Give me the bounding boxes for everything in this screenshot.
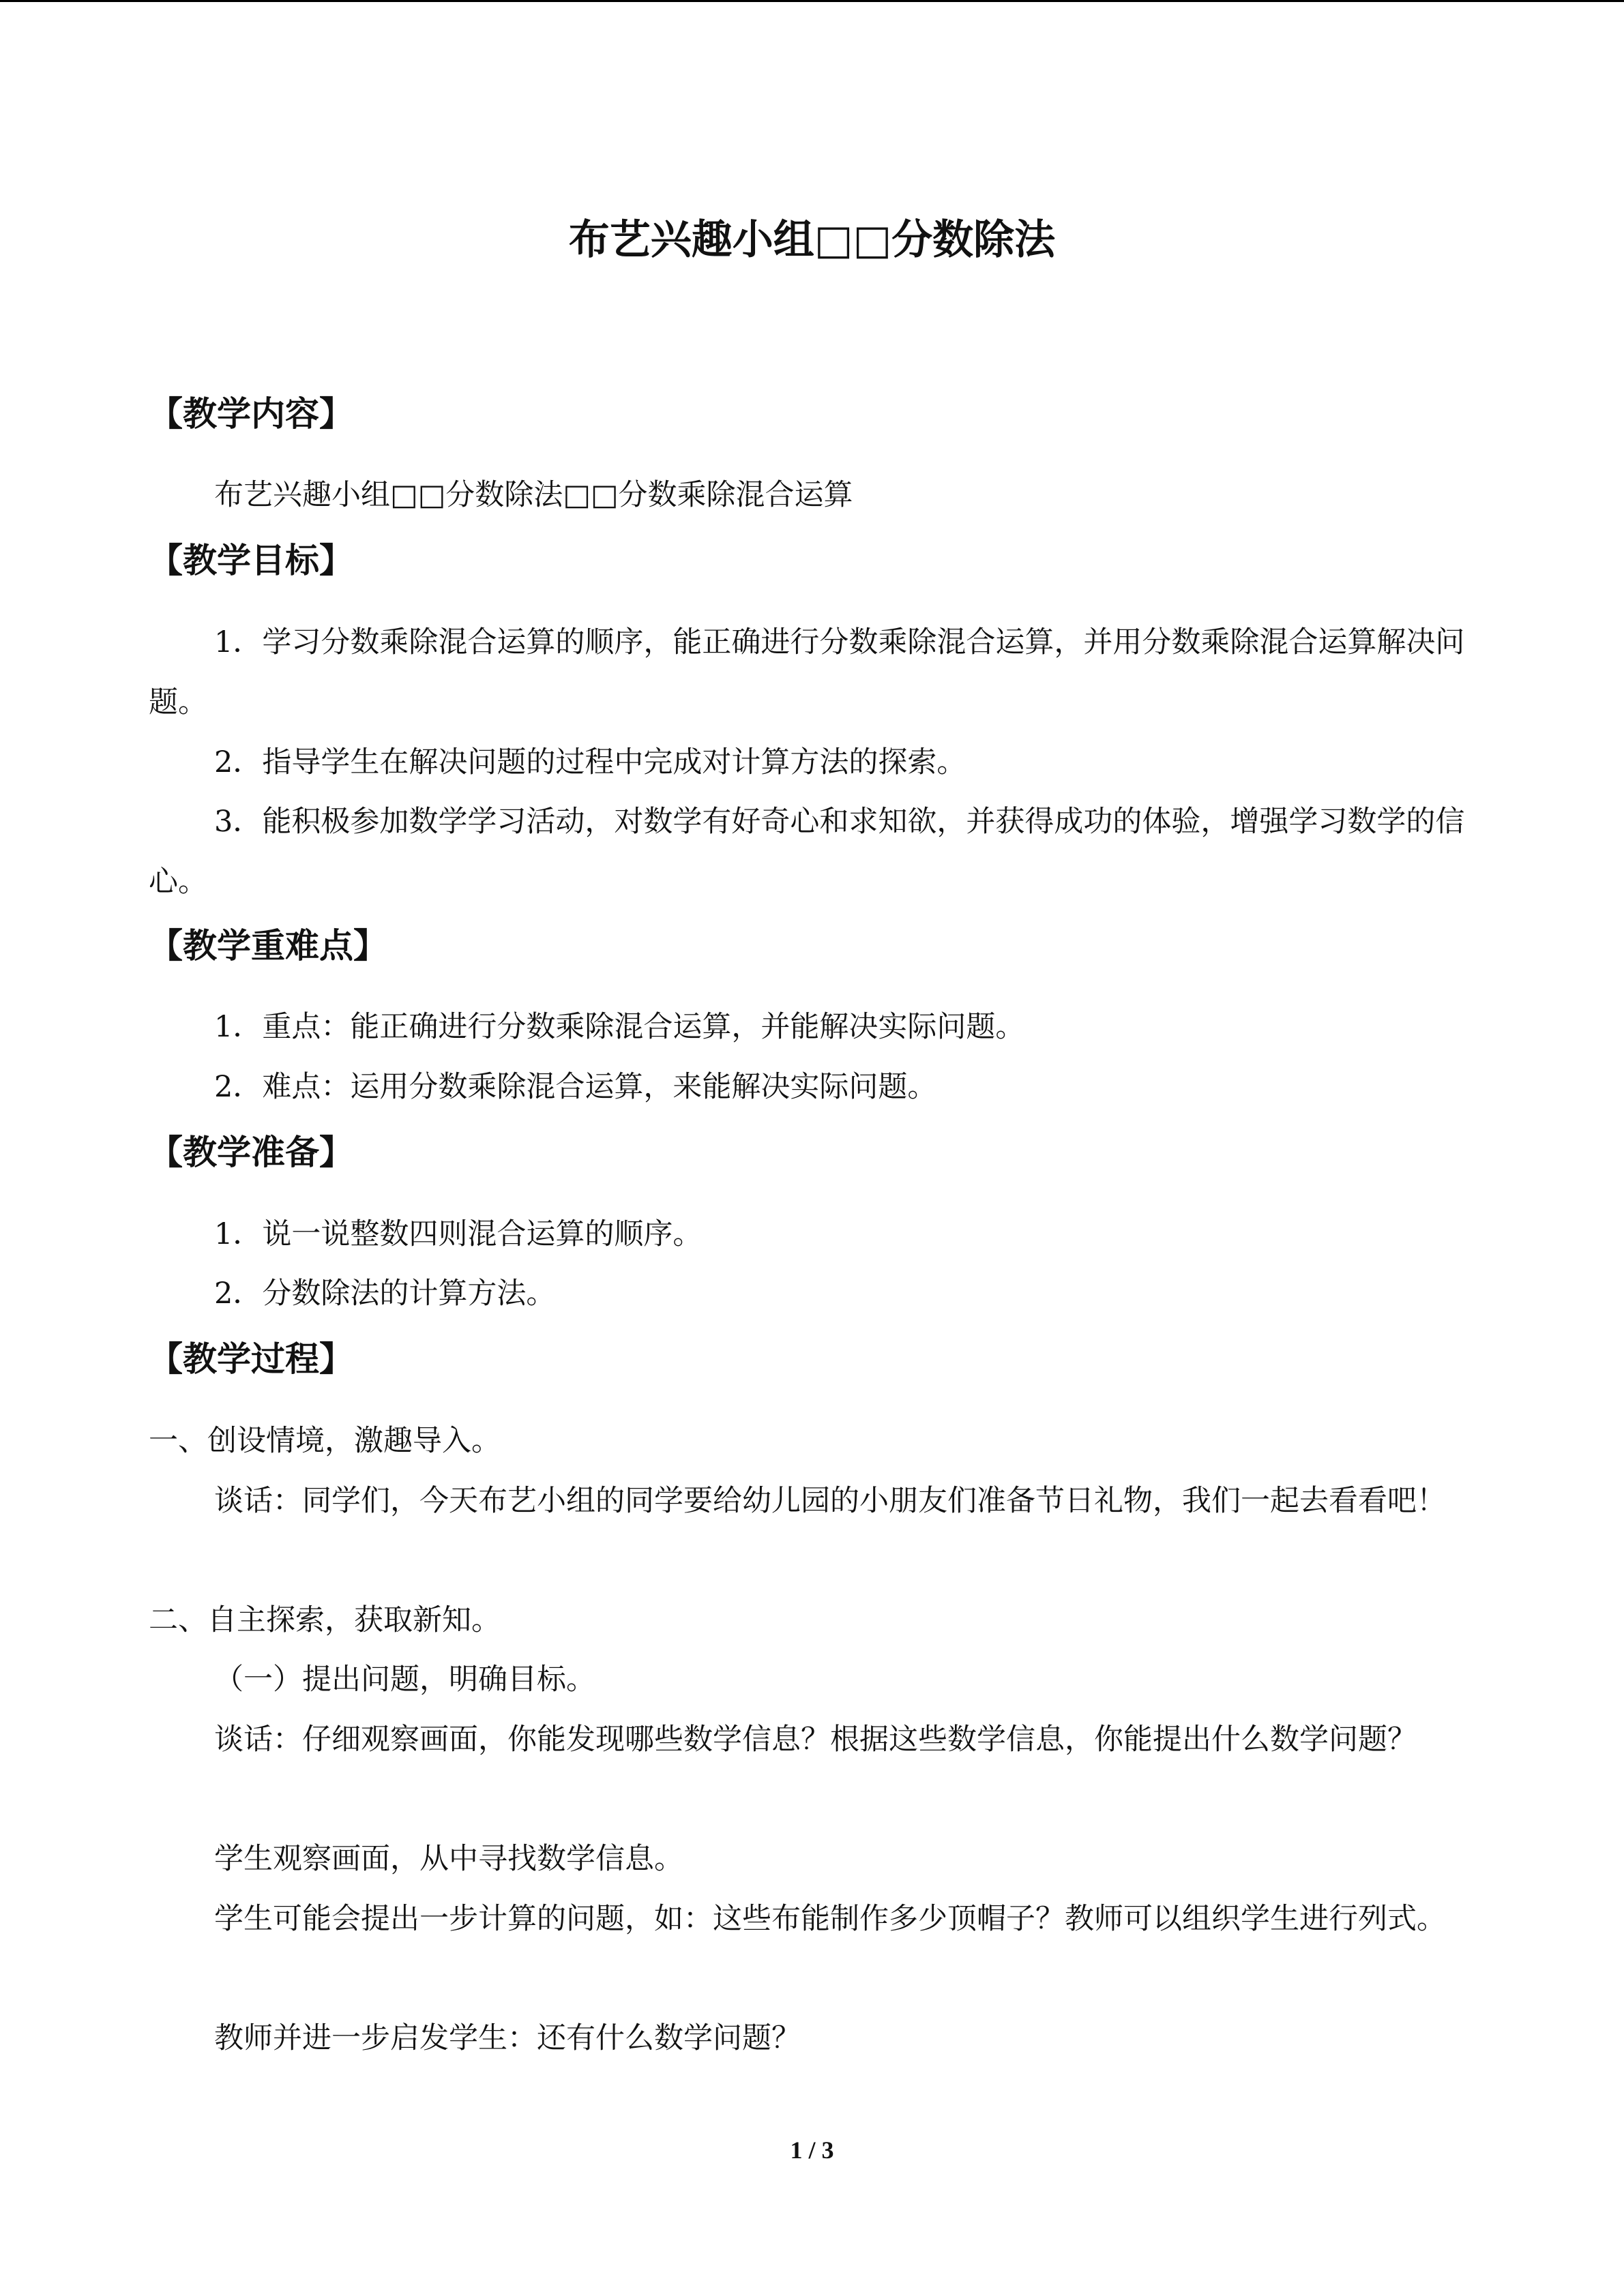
process-paragraph-7: 学生可能会提出一步计算的问题，如：这些布能制作多少顶帽子？教师可以组织学生进行列式。 — [214, 1902, 1446, 1936]
goal-item-3: 3．能积极参加数学学习活动，对数学有好奇心和求知欲，并获得成功的体验，增强学习数学的信心。 — [149, 805, 1465, 899]
preparation-item-1: 1．说一说整数四则混合运算的顺序。 — [214, 1217, 703, 1251]
heading-preparation: 【教学准备】 — [149, 1132, 353, 1172]
content-text: 布艺兴趣小组□□分数除法□□分数乘除混合运算 — [214, 478, 853, 512]
preparation-item-2: 2．分数除法的计算方法。 — [214, 1277, 556, 1311]
process-paragraph-1: 一、创设情境，激趣导入。 — [149, 1424, 501, 1458]
key-point-item-1: 1．重点：能正确进行分数乘除混合运算，并能解决实际问题。 — [214, 1010, 1025, 1044]
heading-content: 【教学内容】 — [149, 393, 353, 434]
top-border-rule — [0, 0, 1624, 2]
heading-key-points: 【教学重难点】 — [149, 925, 387, 966]
process-paragraph-3: 二、自主探索，获取新知。 — [149, 1603, 501, 1637]
process-paragraph-5: 谈话：仔细观察画面，你能发现哪些数学信息？根据这些数学信息，你能提出什么数学问题？ — [214, 1723, 1417, 1757]
process-paragraph-8: 教师并进一步启发学生：还有什么数学问题？ — [214, 2021, 801, 2055]
process-paragraph-6: 学生观察画面，从中寻找数学信息。 — [214, 1842, 683, 1876]
process-paragraph-4: （一）提出问题，明确目标。 — [214, 1663, 595, 1697]
goal-item-1: 1．学习分数乘除混合运算的顺序，能正确进行分数乘除混合运算，并用分数乘除混合运算解决问题。 — [149, 625, 1465, 719]
heading-goals: 【教学目标】 — [149, 540, 353, 580]
heading-process: 【教学过程】 — [149, 1339, 353, 1379]
key-point-item-2: 2．难点：运用分数乘除混合运算，来能解决实际问题。 — [214, 1070, 937, 1104]
page-number: 1 / 3 — [790, 2136, 834, 2164]
process-paragraph-2: 谈话：同学们，今天布艺小组的同学要给幼儿园的小朋友们准备节日礼物，我们一起去看看吧！ — [214, 1484, 1446, 1518]
goal-item-2: 2．指导学生在解决问题的过程中完成对计算方法的探索。 — [214, 745, 966, 779]
page-title: 布艺兴趣小组□□分数除法 — [568, 216, 1056, 264]
